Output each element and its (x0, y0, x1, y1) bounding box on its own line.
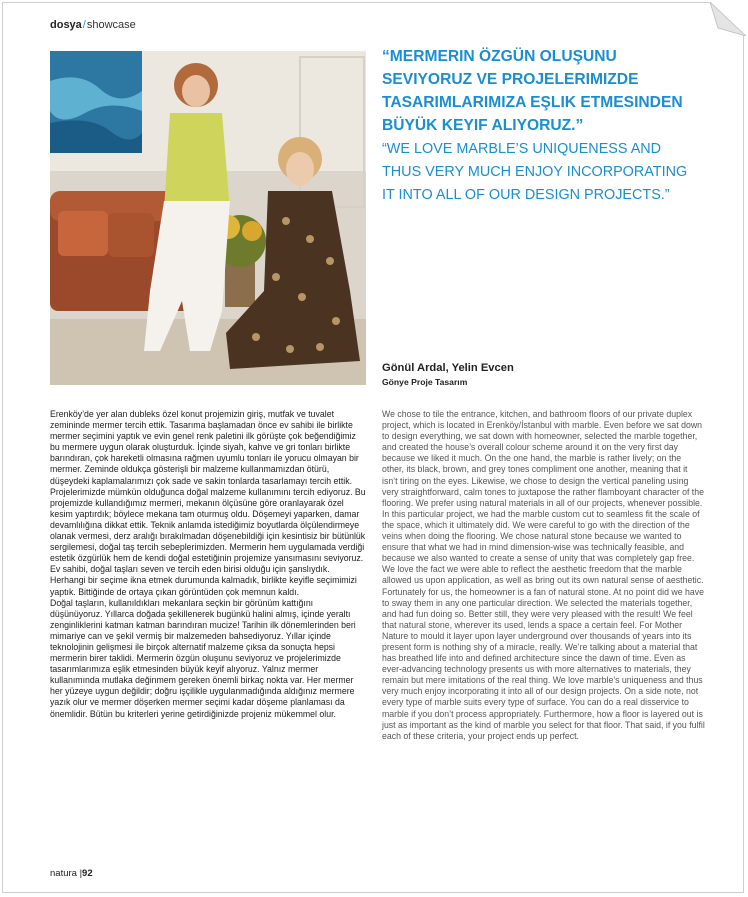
english-paragraph: We chose to tile the entrance, kitchen, and bathroom floors of our private duplex project, which is located in Erenköy/İstanbul with marble. Even before we sat down to design everything, we sat down with homeowner, selected the marble together, and created the house’s overall colour scheme around it on the very first day because we liked it much. On the one hand, the marble is rather lively; on the other, its black, brown, and grey tones compliment one another, meaning that it isn’t tiring on the eyes. Likewise, we chose to design the vertical paneling using very straightforward, calm tones to juxtapose the rather flamboyant character of the flooring. We prefer using natural materials in all of our projects, whenever possible. In this particular project, we had the marble custom cut to seamless fit the scale of the space, which it ultimately did. We were careful to go with the direction of the veins when doing the flooring. We chose natural stone because we wanted to ensure that what we had in mind dimension-wise was technically feasible, and because we also wanted to create a sense of unity that was completely gap free. We love the fact we were able to reflect the aesthetic freedom that the marble allowed us upon application, as well as bring out its own natural sense of aesthetic. Fortunately for us, the homeowner is a fan of natural stone. At no point did we have to sway them in any one particular direction. We selected the materials together, and had fun doing so. Better still, they were very pleased with the result! We feel that natural stone, wherever its used, lends a space a certain feel. For Mother Nature to mould it layer upon layer underground over thousands of years into its present form is nothing shy of a miracle, really. We’re talking about a material that has breathed life into and defined architecture since the dawn of time. Even as ever-advancing technology presents us with more alternatives to materials, they remain but mere imitations of the real thing. We love marble’s uniqueness and thus very much enjoy incorporating it into all of our design projects. On a side note, not every type of marble suits every type of surface. You can do a real disservice to marble if you don’t process appropriately. Furthermore, how a floor is layered out is just as important as the kind of marble you select for that floor. That said, if you fulfil each of these criteria, your project ends up perfect. (382, 409, 705, 741)
section-header (50, 19, 136, 31)
page-curl-icon (710, 2, 746, 36)
section-label: dosya (50, 19, 82, 31)
english-column (382, 409, 705, 742)
footer-separator: | (79, 868, 83, 879)
page-number: 92 (82, 868, 93, 879)
turkish-paragraph: Projelerimizde mümkün olduğunca doğal malzeme kullanımını tercih ediyoruz. Bu projemizde kullandığımız mermeri, mekanın ölçüsüne göre oranlayarak özel kesim yaptırdık; böylece mekana tam oturmuş oldu. Döşemeyi yaparken, damar devamlılığına dikkat ettik. Teknik anlamda istediğimiz boyutlarda ölçülendirmeye olanak vermesi, derz aralığı bırakılmadan döşenebildiği için kesintisiz bir bütünlük sergilemesi, doğal taş tercih sebeplerimizden. Mermerin hem uygulamada verdiği estetik özgürlük hem de kendi doğal estetiğinin projemize yansımasını seviyoruz. (50, 486, 366, 564)
pull-quote (382, 45, 702, 207)
turkish-paragraph: Doğal taşların, kullanıldıkları mekanlara seçkin bir görünüm kattığını düşünüyoruz. Yıllarca doğada şekillenerek bugünkü halini almış, içinde yeraltı zenginliklerini katman katman barındıran mucize! Tarihin ilk dönemlerinden beri mimariye can ve şekil vermiş bir malzemeden bahsediyoruz. Yıllar içinde teknolojinin gelişmesi ile birçok alternatif malzeme çıksa da sonuçta hepsi mermerin birer taklidi. Mermerin özgün oluşunu seviyoruz ve projelerimizde tasarımlarımıza eşlik etmesinden büyük keyif alıyoruz. Yalnız mermer kullanımında mutlaka değinmem gereken önemli birkaç nokta var. Her mermer her yüzeye uygun değildir; doğru işçilikle uygulanmadığında aldığınız mermere yazık olur ve mermer döşerken mermer seçimi kadar döşeme planlaması da önemlidir. Bütün bu kriterleri yerine getirdiğinizde projeniz mükemmel olur. (50, 597, 356, 719)
quote-turkish: “MERMERIN ÖZGÜN OLUŞUNU SEVIYORUZ VE PROJELERIMIZDE TASARIMLARIMIZA EŞLIK ETMESINDEN BÜYÜK KEYIF ALIYORUZ.” (382, 48, 683, 134)
page-footer (50, 868, 93, 879)
company-name: Gönye Proje Tasarım (382, 377, 468, 387)
subsection-label: showcase (86, 19, 136, 31)
turkish-column (50, 409, 366, 720)
section-separator: / (82, 19, 86, 31)
turkish-paragraph: Erenköy’de yer alan dubleks özel konut projemizin giriş, mutfak ve tuvalet zemininde mermer tercih ettik. Tasarıma başlamadan önce ev sahibi ile birlikte mermer seçimini yaptık ve evin genel renk paletini ilk görüşte çok beğendiğimiz bu mermere uygun olarak oluşturduk. İçinde siyah, kahve ve gri tonları birlikte barındıran, çok hareketli olmasına rağmen uyumlu tonları ile yorucu olmayan bir mermer. Zeminde oldukça gösterişli bir malzeme kullanmamızdan ötürü, düşeydeki kaplamalarımızı çok sade ve sakin tonlarda tasarlamayı tercih ettik. (50, 409, 359, 486)
quote-english: “WE LOVE MARBLE’S UNIQUENESS AND THUS VERY MUCH ENJOY INCORPORATING IT INTO ALL OF OUR DESIGN PROJECTS.” (382, 141, 688, 203)
designers-photo (50, 51, 366, 385)
turkish-paragraph: Ev sahibi, doğal taşları seven ve tercih eden birisi olduğu için şanslıydık. Herhangi bir seçime ikna etmek durumunda kalmadık, birlikte keyifle seçimimizi yaptık. Bittiğinde de ortaya çıkan görüntüden çok memnun kaldı. (50, 564, 357, 597)
designer-names: Gönül Ardal, Yelin Evcen (382, 362, 514, 374)
magazine-name: natura (50, 868, 77, 879)
